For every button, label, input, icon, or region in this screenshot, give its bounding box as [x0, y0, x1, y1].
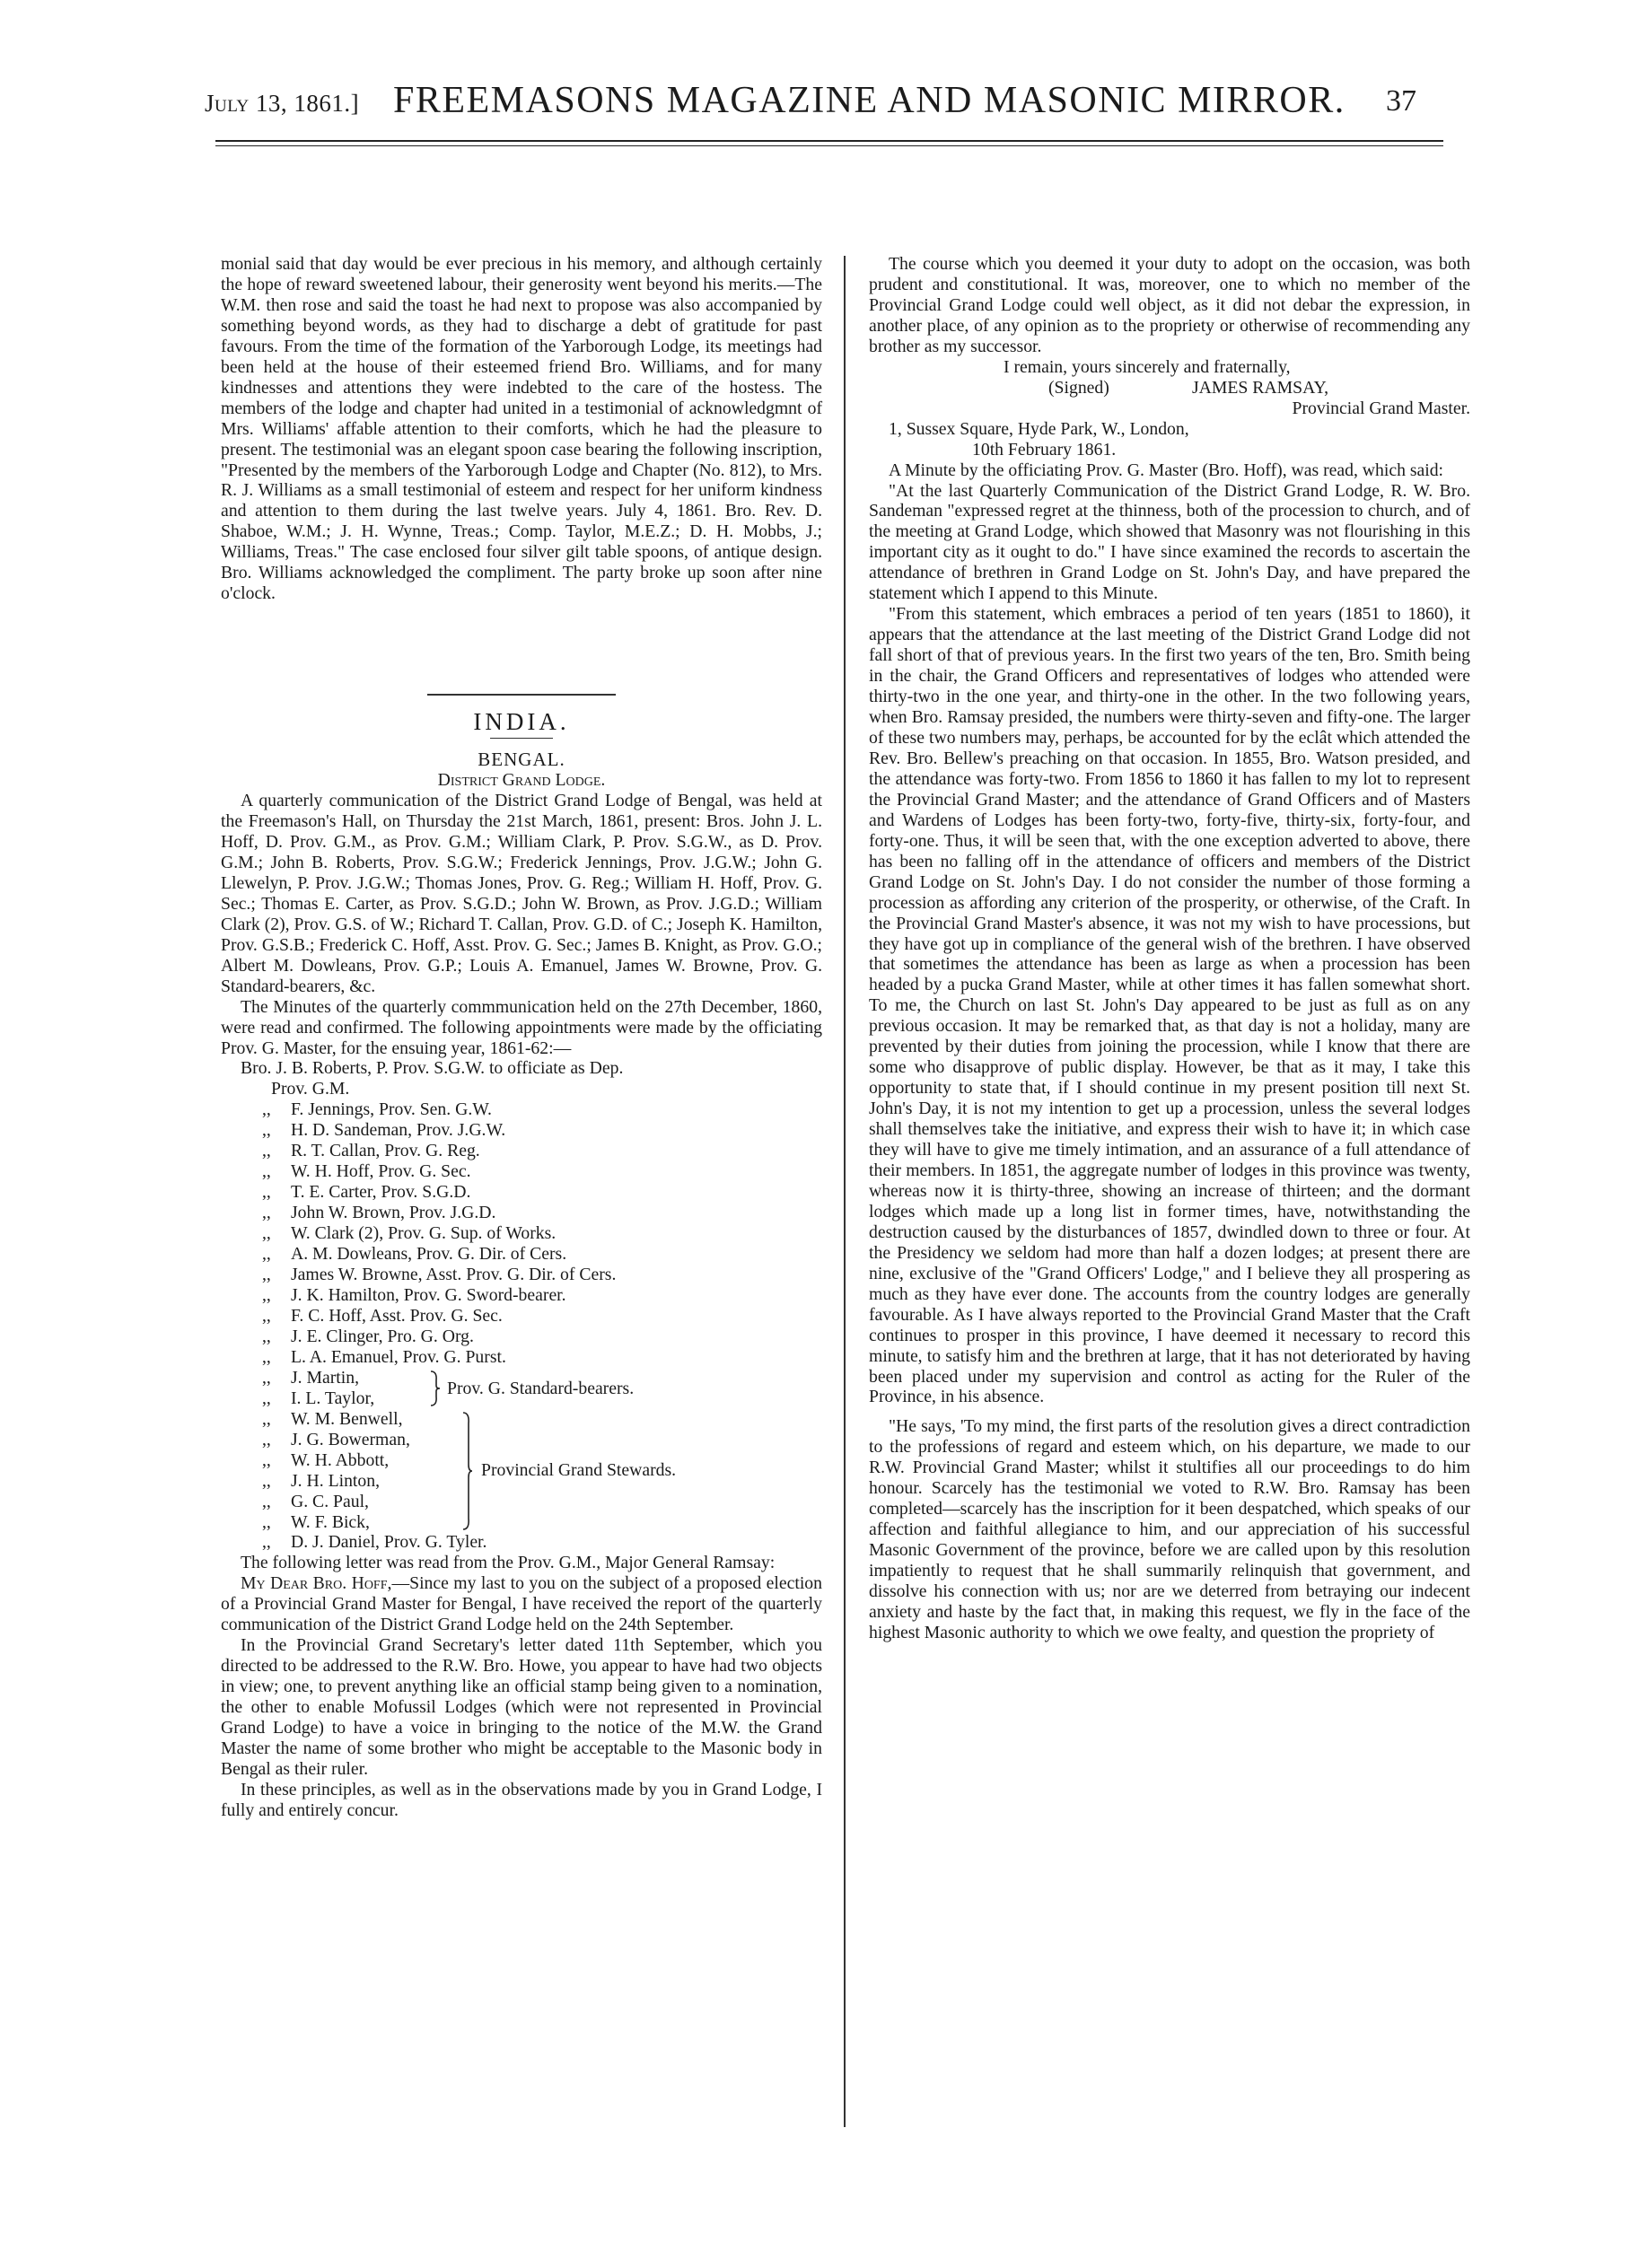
letter-date: 10th February 1861. [972, 439, 1117, 460]
appointment-text: W. Clark (2), Prov. G. Sup. of Works. [291, 1223, 557, 1244]
list-item: ,, J. K. Hamilton, Prov. G. Sword-bearer. [262, 1284, 566, 1305]
standard-bearer-name: J. Martin, [291, 1367, 360, 1388]
signed-label: (Signed) [1048, 377, 1109, 398]
list-item: ,, W. Clark (2), Prov. G. Sup. of Works. [262, 1223, 557, 1244]
list-item: ,, R. T. Callan, Prov. G. Reg. [262, 1141, 480, 1161]
standard-bearer-name: I. L. Taylor, [291, 1388, 375, 1408]
appointment-text: James W. Browne, Asst. Prov. G. Dir. of Cers. [291, 1264, 617, 1284]
appointment-text: John W. Brown, Prov. J.G.D. [291, 1203, 496, 1223]
letter-paragraph-4: The course which you deemed it your duty to adopt on the occasion, was both prudent and constitutional. It was, moreover, one to which no member of the Provincial Grand Lodge could well object, as it did not debar the expression, in another place, of any opinion as to the propriety or otherwise of recommending any brother as my successor. [869, 254, 1470, 356]
section-title-rule [490, 738, 553, 739]
header-date: July 13, 1861.] [205, 90, 360, 117]
list-item: ,, James W. Browne, Asst. Prov. G. Dir. of Cers. [262, 1264, 617, 1284]
appointment-first-cont-text: Prov. G.M. [271, 1079, 350, 1099]
section-rule [427, 694, 616, 696]
meeting-paragraph: A quarterly communication of the District Grand Lodge of Bengal, was held at the Freemason's Hall, on Thursday the 21st March, 1861, present: Bros. John J. L. Hoff, D. Prov. G.M., as Prov. G.M.; William Clark, P. Prov. S.G.W., as D. Prov. G.M.; John B. Roberts, Prov. S.G.W.; Frederick Jennings, Prov. J.G.W.; John G. Llewelyn, P. Prov. J.G.W.; Thomas Jones, Prov. G. Reg.; William H. Hoff, Prov. G. Sec.; Thomas E. Carter, as Prov. S.G.D.; John W. Brown, as Prov. J.G.D.; William Clark (2), Prov. G.S. of W.; Richard T. Callan, Prov. G.D. of C.; Joseph K. Hamilton, Prov. G.S.B.; Frederick C. Hoff, Asst. Prov. G. Sec.; James B. Knight, as Prov. G.O.; Albert M. Dowleans, Prov. G.P.; Louis A. Emanuel, James W. Browne, Prov. G. Standard-bearers, &c. [221, 791, 822, 996]
list-item: ,, J. Martin, [262, 1367, 360, 1388]
list-item: ,, F. C. Hoff, Asst. Prov. G. Sec. [262, 1305, 503, 1326]
appointments-list [221, 1099, 822, 1367]
appointment-text: R. T. Callan, Prov. G. Reg. [291, 1141, 480, 1161]
minute-paragraph-1: "At the last Quarterly Communication of the District Grand Lodge, R. W. Bro. Sandeman "expressed regret at the thinness, both of the procession to church, and of the meeting at Grand Lodge, which showed that Masonry was not flourishing in this important city as it ought to do." I have since examined the records to ascertain the attendance of brethren in Grand Lodge on St. John's Day, and have prepared the statement which I append to this Minute. [869, 480, 1470, 604]
steward-name: W. M. Benwell, [291, 1408, 403, 1429]
steward-name: W. F. Bick, [291, 1511, 370, 1532]
list-item: ,, I. L. Taylor, [262, 1388, 375, 1408]
list-item: ,, A. M. Dowleans, Prov. G. Dir. of Cers. [262, 1244, 567, 1265]
signer-title: Provincial Grand Master. [1292, 398, 1470, 418]
list-item: ,, W. M. Benwell, [262, 1408, 403, 1429]
testimonial-paragraph: monial said that day would be ever precious in his memory, and although certainly the hope of reward sweetened labour, their generosity went beyond his merits.—The W.M. then rose and said the toast he had next to propose was also accompanied by something beyond words, as they had to discharge a debt of gratitude for past favours. From the time of the formation of the Yarborough Lodge, its meetings had been held at the house of their esteemed friend Bro. Williams, and for many kindnesses and attentions they were indebted to the care of the hostess. The members of the lodge and chapter had united in a testimonial of acknowledgmnt of Mrs. Williams' affable attention to their comforts, which he had the pleasure to present. The testimonial was an elegant spoon case bearing the following inscription, "Presented by the members of the Yarborough Lodge and Chapter (No. 812), to Mrs. R. J. Williams as a small testimonial of esteem and respect for her uniform kindness and attention to them during the last twelve years. July 4, 1861. Bro. Rev. D. Shaboe, W.M.; J. H. Wynne, Treas.; Comp. Taylor, M.E.Z.; D. H. Mobbs, J.; Williams, Treas." The case enclosed four silver gilt table spoons, of antique design. Bro. Williams acknowledged the compliment. The party broke up soon after nine o'clock. [221, 254, 822, 604]
appointment-text: H. D. Sandeman, Prov. J.G.W. [291, 1120, 506, 1141]
list-item: ,, H. D. Sandeman, Prov. J.G.W. [262, 1120, 506, 1141]
appointment-text: A. M. Dowleans, Prov. G. Dir. of Cers. [291, 1244, 567, 1265]
page-number: 37 [1386, 84, 1416, 118]
right-column [869, 254, 1470, 1643]
steward-name: W. H. Abbott, [291, 1449, 390, 1470]
letter-paragraph-1 [221, 1573, 822, 1635]
list-item: ,, W. H. Hoff, Prov. G. Sec. [262, 1161, 471, 1182]
list-item: ,, L. A. Emanuel, Prov. G. Purst. [262, 1346, 506, 1367]
minute-intro: A Minute by the officiating Prov. G. Master (Bro. Hoff), was read, which said: [889, 460, 1444, 480]
appointment-last: ,, D. J. Daniel, Prov. G. Tyler. [262, 1532, 487, 1553]
list-item: ,, J. H. Linton, [262, 1470, 380, 1491]
section-title: INDIA. [473, 708, 570, 736]
header-title: FREEMASONS MAGAZINE AND MASONIC MIRROR. [393, 80, 1346, 121]
appointment-text: T. E. Carter, Prov. S.G.D. [291, 1182, 471, 1203]
brace-icon [461, 1411, 474, 1531]
minutes-paragraph: The Minutes of the quarterly commmunication held on the 27th December, 1860, were read and confirmed. The following appointments were made by the officiating Prov. G. Master, for the ensuing year, 1861-62:— [221, 996, 822, 1058]
list-item: ,, J. G. Bowerman, [262, 1429, 410, 1449]
stewards-group [221, 1409, 822, 1533]
header-rule-top [215, 140, 1443, 142]
steward-name: J. G. Bowerman, [291, 1429, 410, 1449]
appointment-text: F. C. Hoff, Asst. Prov. G. Sec. [291, 1305, 503, 1326]
stewards-role: Provincial Grand Stewards. [481, 1459, 677, 1480]
list-item: ,, W. F. Bick, [262, 1511, 370, 1532]
letter-intro: The following letter was read from the Prov. G.M., Major General Ramsay: [241, 1553, 776, 1573]
appointment-text: W. H. Hoff, Prov. G. Sec. [291, 1161, 471, 1182]
minute-paragraph-3: "He says, 'To my mind, the first parts of the resolution gives a direct contradiction to the professions of regard and esteem which, on his departure, we made to our R.W. Provincial Grand Master; whilst it stultifies all our proceedings to do him honour. Scarcely has the testimonial we voted to R.W. Bro. Ramsay has been completed—scarcely has the inscription for it been despatched, which speaks of our affection and faithful allegiance to him, and our appreciation of his successful Masonic Government of the province, before we are called upon by this resolution impatiently to request that he shall summarily relinquish that government, and dissolve his connection with us; nor are we deterred from betraying our indecent anxiety and haste by the fact that, in making this request, we fly in the face of the highest Masonic authority to which we owe fealty, and question the propriety of [869, 1416, 1470, 1642]
list-item: ,, J. E. Clinger, Pro. G. Org. [262, 1326, 474, 1346]
appointment-text: J. E. Clinger, Pro. G. Org. [291, 1326, 474, 1346]
letter-paragraph-2: In the Provincial Grand Secretary's letter dated 11th September, which you directed to be addressed to the R.W. Bro. Howe, you appear to have had two objects in view; one, to prevent anything like an official stamp being given to a nomination, the other to enable Mofussil Lodges (which were not represented in Provincial Grand Lodge) to have a voice in bringing to the notice of the M.W. the Grand Master the name of some brother who might be acceptable to the Masonic body in Bengal as their ruler. [221, 1635, 822, 1779]
list-item: ,, T. E. Carter, Prov. S.G.D. [262, 1182, 471, 1203]
lodge-title: District Grand Lodge. [437, 770, 606, 791]
appointment-first [221, 1058, 822, 1079]
letter-salutation: My Dear Bro. Hoff, [241, 1573, 392, 1594]
list-item: ,, F. Jennings, Prov. Sen. G.W. [262, 1099, 492, 1120]
appointment-text: F. Jennings, Prov. Sen. G.W. [291, 1099, 492, 1120]
letter-address: 1, Sussex Square, Hyde Park, W., London, [889, 418, 1189, 439]
appointment-text: J. K. Hamilton, Prov. G. Sword-bearer. [291, 1284, 566, 1305]
standard-bearers-group [221, 1368, 822, 1409]
letter-paragraph-3: In these principles, as well as in the observations made by you in Grand Lodge, I fully and entirely concur. [221, 1779, 822, 1820]
minute-paragraph-2: "From this statement, which embraces a period of ten years (1851 to 1860), it appears that the attendance at the last meeting of the District Grand Lodge did not fall short of that of previous years. In the first two years of the ten, Bro. Smith being in the chair, the Grand Officers and representatives of lodges who attended were thirty-two in the one year, and thirty-one in the other. In the two following years, when Bro. Ramsay presided, the numbers were thirty-seven and fifty-one. The larger of these two numbers may, perhaps, be accounted for by the eclât which attended the Rev. Bro. Bellew's preaching on that occasion. In 1855, Bro. Watson presided, and the attendance was forty-two. From 1856 to 1860 it has fallen to my lot to represent the Provincial Grand Master; and the attendance of Grand Officers and of Masters and Wardens of Lodges has been forty-two, forty-five, thirty-six, forty-four, and forty-one. Thus, it will be seen that, with the one exception adverted to above, there has been no falling off in the attendance of officers and members of the District Grand Lodge on St. John's Day. I do not consider the number of those forming a procession as affording any criterion of the prosperity, or otherwise, of the Craft. In the Provincial Grand Master's absence, it was not my wish to have processions, but they have got up in compliance of the general wish of the brethren. I have observed that sometimes the attendance has been as large as when a procession has been headed by a pucka Grand Master, while at other times it has fallen somewhat short. To me, the Church on last St. John's Day appeared to be just as full as on any previous occasion. It may be remarked that, as that day is not a holiday, many are prevented by their duties from joining the procession, while I know that there are some who disapprove of public display. However, be that as it may, I take this opportunity to state that, if I should continue in my present position till next St. John's Day, it is not my intention to get up a procession, unless the several lodges shall themselves take the initiative, and express their wish to have it; in which case they will have to give me timely intimation, and an assurance of a full attendance of their members. In 1851, the aggregate number of lodges in this province was twenty, whereas now it is thirty-three, showing an increase of thirteen; and the dormant lodges which made up a long list in former times, have, notwithstanding the destruction caused by the disturbances of 1857, dwindled down to three or four. At the Presidency we seldom had more than half a dozen lodges; at present there are nine, exclusive of the "Grand Officers' Lodge," and I believe they all prospering as much as they have ever done. The accounts from the country lodges are generally favourable. As I have always reported to the Provincial Grand Master that the Craft continues to prosper in this province, I have deemed it necessary to record this minute, to satisfy him and the brethren at large, that it has not deteriorated by having been placed under my supervision and control as acting for the Ruler of the Province, in his absence. [869, 604, 1470, 1407]
brace-icon [429, 1370, 442, 1407]
header-rule-bottom [215, 145, 1443, 146]
letter-closing: I remain, yours sincerely and fraternally, [1004, 356, 1291, 377]
letter-paragraph-1-text: —Since my last to you on the subject of a proposed election of a Provincial Grand Master for Bengal, I have received the report of the quarterly communication of the District Grand Lodge held on the 24th September. [221, 1573, 822, 1635]
signer-name: JAMES RAMSAY, [1192, 377, 1329, 398]
list-item: ,, G. C. Paul, [262, 1491, 369, 1511]
steward-name: G. C. Paul, [291, 1491, 369, 1511]
appointment-first-cont [221, 1079, 822, 1099]
column-separator [844, 256, 846, 2127]
steward-name: J. H. Linton, [291, 1470, 380, 1491]
standard-bearers-role: Prov. G. Standard-bearers. [447, 1378, 635, 1398]
left-column [221, 254, 822, 1821]
appointment-first-text: Bro. J. B. Roberts, P. Prov. S.G.W. to officiate as Dep. [241, 1058, 624, 1079]
list-item: ,, John W. Brown, Prov. J.G.D. [262, 1203, 496, 1223]
appointment-text: L. A. Emanuel, Prov. G. Purst. [291, 1346, 506, 1367]
signature-line [869, 378, 1470, 398]
appointment-last-text: D. J. Daniel, Prov. G. Tyler. [291, 1532, 487, 1553]
list-item: ,, W. H. Abbott, [262, 1449, 390, 1470]
subsection-title: BENGAL. [478, 749, 565, 771]
